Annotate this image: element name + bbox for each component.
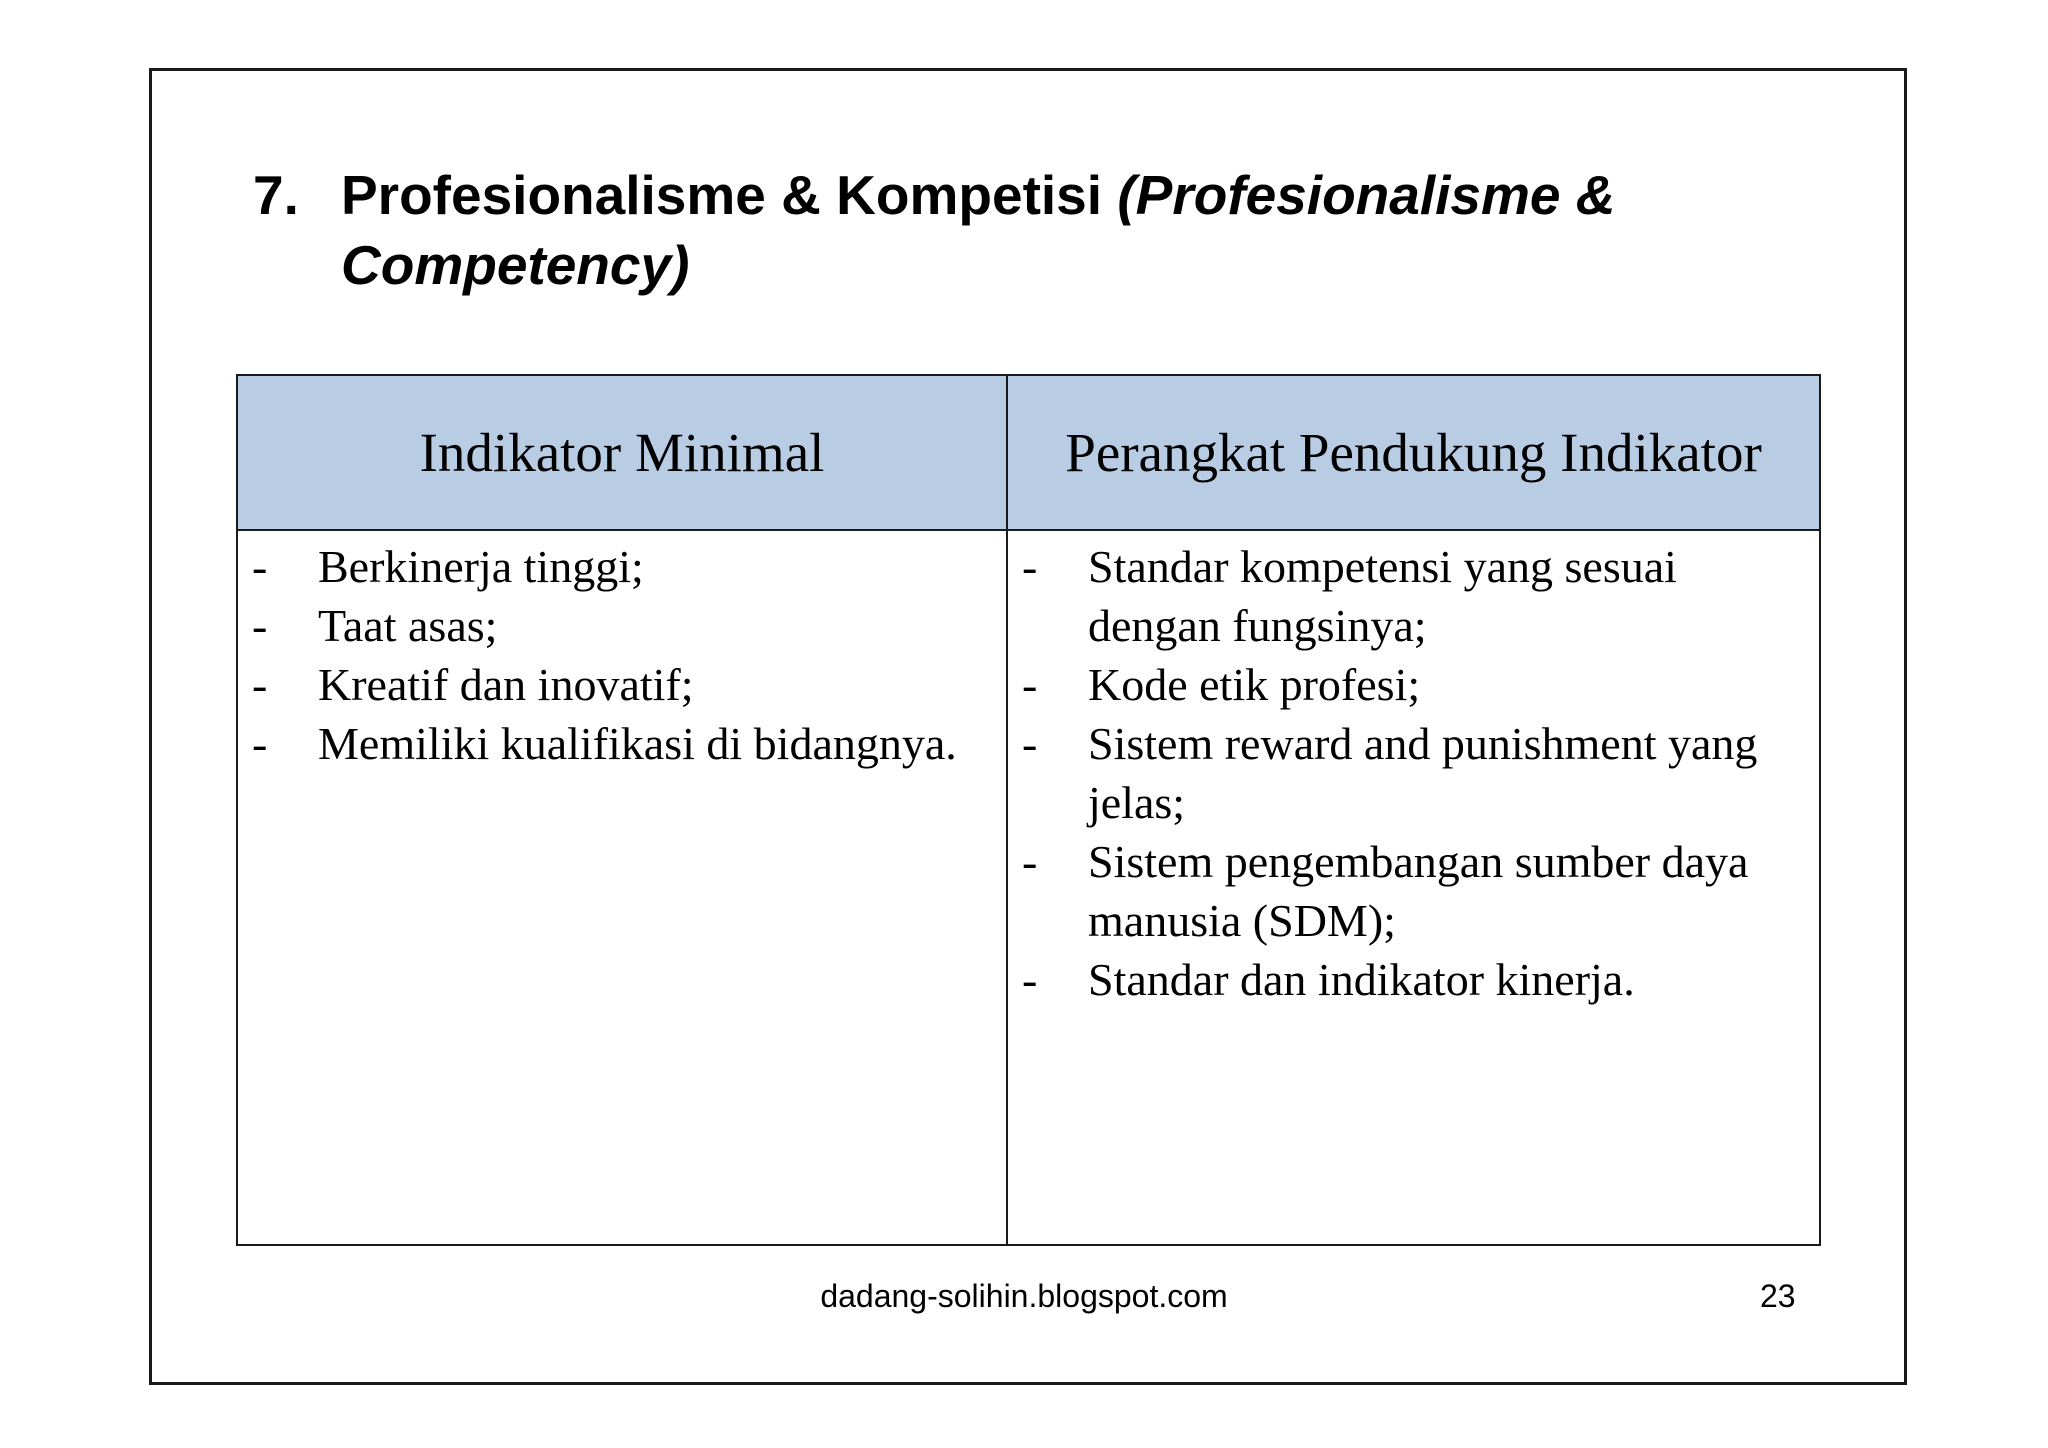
list-item: - Taat asas; (238, 596, 1006, 655)
list-item: - Standar kompetensi yang sesuai dengan fungsinya; (1008, 537, 1819, 655)
list-item: - Kode etik profesi; (1008, 655, 1819, 714)
title-number: 7. (253, 164, 299, 226)
list-item: - Berkinerja tinggi; (238, 537, 1006, 596)
perangkat-list (1008, 537, 1819, 1009)
slide-title (253, 160, 1813, 300)
list-item: - Sistem reward and punishment yang jelas; (1008, 714, 1819, 832)
footer-url: dadang-solihin.blogspot.com (820, 1278, 1228, 1314)
title-text (341, 160, 1813, 300)
table-cell-perangkat-pendukung (1008, 531, 1819, 1244)
list-item: - Kreatif dan inovatif; (238, 655, 1006, 714)
title-main: Profesionalisme & Kompetisi (341, 164, 1118, 226)
page-number: 23 (1760, 1278, 1796, 1314)
indikator-list (238, 537, 1006, 773)
list-item: - Memiliki kualifikasi di bidangnya. (238, 714, 1006, 773)
table-header-perangkat-pendukung: Perangkat Pendukung Indikator (1008, 376, 1819, 531)
indicator-table (236, 374, 1821, 1246)
title-italic: (Profesionalisme & Competency) (341, 164, 1616, 296)
table-cell-indikator-minimal (238, 531, 1008, 1244)
table-header-indikator-minimal: Indikator Minimal (238, 376, 1008, 531)
list-item: - Sistem pengembangan sumber daya manusia (SDM); (1008, 832, 1819, 950)
list-item: - Standar dan indikator kinerja. (1008, 950, 1819, 1009)
